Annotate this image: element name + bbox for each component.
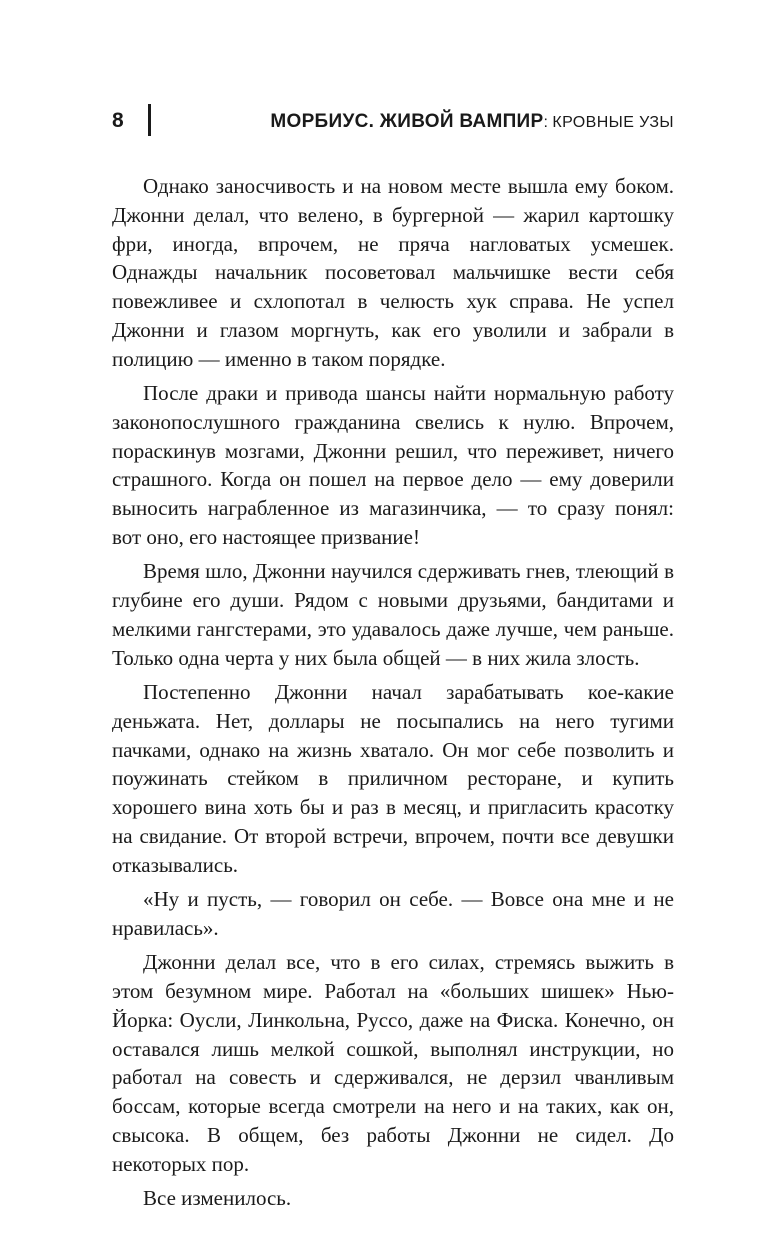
body-text <box>112 172 674 1213</box>
series-title: МОРБИУС. ЖИВОЙ ВАМПИР <box>270 111 544 132</box>
paragraph: Джонни делал все, что в его силах, стремясь выжить в этом безумном мире. Работал на «больших шишек» Нью-Йорка: Оусли, Линкольна, Руссо, даже на Фиска. Конечно, он оставался лишь мелкой сошкой, выполнял инструкции, но работал на совесть и сдерживался, не дерзил чванливым боссам, которые всегда смотрели на него и на таких, как он, свысока. В общем, без работы Джонни не сидел. До некоторых пор. <box>112 950 674 1176</box>
paragraph: После драки и привода шансы найти нормальную работу законопослушного гражданина свелись к нулю. Впрочем, пораскинув мозгами, Джонни решил, что переживет, ничего страшного. Когда он пошел на первое дело — ему доверили выносить награбленное из магазинчика, — то сразу понял: вот оно, его настоящее призвание! <box>112 381 674 550</box>
header-divider <box>148 104 151 136</box>
paragraph: «Ну и пусть, — говорил он себе. — Вовсе она мне и не нравилась». <box>112 887 674 940</box>
title-separator: : <box>543 114 553 131</box>
running-title <box>270 110 674 135</box>
paragraph: Время шло, Джонни научился сдерживать гнев, тлеющий в глубине его души. Рядом с новыми друзьями, бандитами и мелкими гангстерами, это удавалось даже лучше, чем раньше. Только одна черта у них была общей — в них жила злость. <box>112 559 674 670</box>
book-subtitle: КРОВНЫЕ УЗЫ <box>552 114 674 131</box>
paragraph: Постепенно Джонни начал зарабатывать кое-какие деньжата. Нет, доллары не посыпались на него тугими пачками, однако на жизнь хватало. Он мог себе позволить и поужинать стейком в приличном ресторане, и купить хорошего вина хоть бы и раз в месяц, и пригласить красотку на свидание. От второй встречи, впрочем, почти все девушки отказывались. <box>112 680 674 877</box>
paragraph: Все изменилось. <box>143 1186 292 1211</box>
page-number: 8 <box>112 109 125 132</box>
running-header <box>112 104 674 138</box>
paragraph: Однако заносчивость и на новом месте вышла ему боком. Джонни делал, что велено, в бургерной — жарил картошку фри, иногда, впрочем, не пряча нагловатых усмешек. Однажды начальник посоветовал мальчишке вести себя повежливее и схлопотал в челюсть хук справа. Не успел Джонни и глазом моргнуть, как его уволили и забрали в полицию — именно в таком порядке. <box>112 174 674 371</box>
